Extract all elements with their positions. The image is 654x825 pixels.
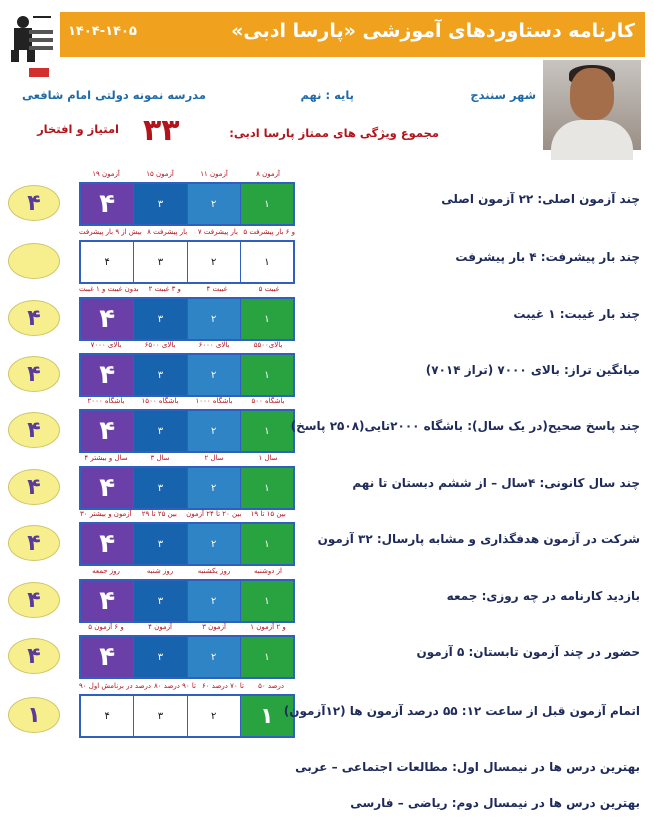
grade-label: پایه : نهم (300, 88, 354, 102)
level-label: بین ۲۰ تا ۲۴ آزمون (186, 510, 242, 518)
level-label: باشگاه ۲۰۰۰ (87, 397, 125, 405)
report-header (60, 12, 645, 57)
level-box: ۴ (81, 184, 134, 224)
level-label: بیش از ۹ بار پیشرفت (79, 228, 142, 236)
criteria-question: میانگین تراز: بالای ۷۰۰۰ (تراز ۷۰۱۴) (425, 363, 640, 377)
level-label: ۵ و ۶ آزمون (88, 623, 124, 631)
features-label: مجموع ویژگی های ممتاز پارسا ادبی: (229, 126, 439, 140)
criteria-question: چند آزمون اصلی: ۲۲ آزمون اصلی (441, 192, 640, 206)
city-label: شهر سنندج (470, 88, 536, 102)
level-box: ۲ (188, 581, 241, 621)
criteria-row (0, 397, 654, 453)
level-label: ۳ سال (150, 454, 170, 462)
score-circle: ۴ (8, 525, 60, 561)
level-box: ۳ (134, 299, 187, 339)
level-box: ۱ (241, 524, 293, 564)
level-labels (79, 682, 295, 690)
total-score: ۳۳ (143, 113, 180, 148)
level-boxes (79, 579, 295, 623)
level-box: ۱ (241, 242, 293, 282)
level-label: ۴ سال و بیشتر (84, 454, 128, 462)
level-label: ۸ آزمون (256, 170, 280, 178)
level-box: ۳ (134, 696, 187, 736)
kanoon-logo (5, 10, 55, 80)
criteria-question: چند بار پیشرفت: ۴ بار پیشرفت (455, 250, 640, 264)
level-box: ۳ (134, 184, 187, 224)
score-circle: ۴ (8, 356, 60, 392)
level-label: ۸۰ تا ۹۰ درصد (154, 682, 196, 690)
level-label: بدون غیبت و ۱ غیبت (79, 285, 139, 293)
level-box: ۴ (81, 299, 134, 339)
level-label: ۳۰ آزمون و بیشتر (79, 510, 132, 518)
level-label: روز یکشنبه (197, 567, 231, 575)
level-box: ۴ (81, 355, 134, 395)
level-label: ۱۵ آزمون (146, 170, 174, 178)
level-label: ۱ و ۲ آزمون (250, 623, 286, 631)
level-box: ۴ (81, 581, 134, 621)
score-circle: ۴ (8, 300, 60, 336)
level-label: ۴ غیبت (206, 285, 228, 293)
level-box: ۳ (134, 468, 187, 508)
best-subjects-first-semester: بهترین درس ها در نیمسال اول: مطالعات اجتماعی – عربی (295, 760, 640, 774)
level-boxes (79, 240, 295, 284)
best-subjects-second-semester: بهترین درس ها در نیمسال دوم: ریاضی – فارسی (350, 796, 640, 810)
level-boxes (79, 466, 295, 510)
level-labels (79, 567, 295, 575)
criteria-row (0, 682, 654, 738)
level-box: ۴ (81, 468, 134, 508)
criteria-question: شرکت در آزمون هدفگذاری و مشابه پارسال: ۳۲ آزمون (317, 532, 640, 546)
level-labels (79, 454, 295, 462)
level-box: ۱ (241, 696, 293, 736)
criteria-row (0, 285, 654, 341)
criteria-row (0, 454, 654, 510)
criteria-row (0, 228, 654, 284)
score-circle: ۱ (8, 697, 60, 733)
level-box: ۴ (81, 524, 134, 564)
level-box: ۳ (134, 581, 187, 621)
level-label: ۱۹ آزمون (92, 170, 120, 178)
level-box: ۱ (241, 581, 293, 621)
level-label: ۵ غیبت (258, 285, 280, 293)
level-box: ۳ (134, 355, 187, 395)
score-circle: ۴ (8, 412, 60, 448)
level-label: بالای ۶۵۰۰ (144, 341, 176, 349)
level-label: بین ۲۵ تا ۲۹ (141, 510, 177, 518)
level-label: باشگاه ۱۵۰۰ (141, 397, 179, 405)
level-label: ۵ و ۶ بار پیشرفت (243, 228, 295, 236)
level-box: ۱ (241, 468, 293, 508)
level-boxes (79, 635, 295, 679)
criteria-row (0, 170, 654, 226)
criteria-row (0, 510, 654, 566)
level-boxes (79, 522, 295, 566)
level-label: ۲ سال (204, 454, 224, 462)
level-box: ۴ (81, 242, 134, 282)
level-label: ۷ بار پیشرفت (197, 228, 238, 236)
level-label: روز شنبه (146, 567, 174, 575)
criteria-question: چند پاسخ صحیح(در یک سال): باشگاه ۲۰۰۰تایی(۲۵۰۸ پاسخ) (290, 419, 640, 433)
criteria-question: بازدید کارنامه در چه روزی: جمعه (446, 589, 640, 603)
level-box: ۲ (188, 696, 241, 736)
criteria-question: چند بار غیبت: ۱ غیبت (513, 307, 640, 321)
level-box: ۲ (188, 355, 241, 395)
level-label: بالای ۶۰۰۰ (198, 341, 230, 349)
level-labels (79, 285, 295, 293)
level-label: ۱۱ آزمون (200, 170, 228, 178)
level-box: ۱ (241, 637, 293, 677)
level-box: ۴ (81, 637, 134, 677)
level-label: ۵۰ درصد (258, 682, 284, 690)
level-box: ۲ (188, 299, 241, 339)
score-circle: ۴ (8, 582, 60, 618)
level-box: ۲ (188, 411, 241, 451)
level-box: ۴ (81, 696, 134, 736)
score-circle: ۴ (8, 469, 60, 505)
level-box: ۴ (81, 411, 134, 451)
criteria-row (0, 567, 654, 623)
criteria-question: چند سال کانونی: ۴سال – از ششم دبستان تا نهم (352, 476, 640, 490)
level-box: ۲ (188, 637, 241, 677)
level-label: باشگاه ۱۰۰۰ (195, 397, 233, 405)
criteria-question: حضور در چند آزمون تابستان: ۵ آزمون (416, 645, 640, 659)
criteria-question: اتمام آزمون قبل از ساعت ۱۲: ۵۵ درصد آزمون ها (۱۲آزمون) (283, 704, 640, 718)
level-boxes (79, 353, 295, 397)
level-box: ۱ (241, 355, 293, 395)
level-label: ۶۰ تا ۷۰ درصد (202, 682, 244, 690)
report-title: کارنامه دستاوردهای آموزشی «پارسا ادبی» (231, 20, 635, 42)
level-label: روز جمعه (92, 567, 120, 575)
score-circle: ۴ (8, 185, 60, 221)
level-labels (79, 623, 295, 631)
score-circle (8, 243, 60, 279)
level-label: بین ۱۵ تا ۱۹ (250, 510, 286, 518)
level-boxes (79, 694, 295, 738)
level-labels (79, 341, 295, 349)
criteria-row (0, 623, 654, 679)
level-box: ۳ (134, 411, 187, 451)
level-label: ۲ و ۳ غیبت (148, 285, 181, 293)
school-label: مدرسه نمونه دولتی امام شافعی (22, 88, 206, 102)
level-label: ۴ آزمون (148, 623, 172, 631)
level-label: ۸ بار پیشرفت (147, 228, 188, 236)
level-boxes (79, 409, 295, 453)
level-labels (79, 397, 295, 405)
level-label: ۳ آزمون (202, 623, 226, 631)
level-label: باشگاه ۵۰۰ (251, 397, 285, 405)
level-box: ۳ (134, 524, 187, 564)
level-box: ۲ (188, 524, 241, 564)
level-labels (79, 170, 295, 178)
level-box: ۳ (134, 637, 187, 677)
level-box: ۲ (188, 242, 241, 282)
level-label: از دوشنبه (254, 567, 282, 575)
level-box: ۲ (188, 184, 241, 224)
level-box: ۱ (241, 299, 293, 339)
level-labels (79, 510, 295, 518)
level-box: ۳ (134, 242, 187, 282)
level-label: ۹۰ درصد در برنامش اول (79, 682, 152, 690)
level-label: ۱ سال (258, 454, 278, 462)
level-labels (79, 228, 295, 236)
level-label: بالای ۷۰۰۰ (90, 341, 122, 349)
level-box: ۱ (241, 411, 293, 451)
criteria-row (0, 341, 654, 397)
academic-years: ۱۴۰۴-۱۴۰۵ (68, 24, 137, 39)
level-boxes (79, 182, 295, 226)
score-circle: ۴ (8, 638, 60, 674)
level-box: ۲ (188, 468, 241, 508)
score-label: امتیاز و افتخار (37, 122, 119, 136)
level-boxes (79, 297, 295, 341)
level-box: ۱ (241, 184, 293, 224)
student-photo (543, 60, 641, 150)
level-label: بالای۵۵۰۰ (253, 341, 283, 349)
